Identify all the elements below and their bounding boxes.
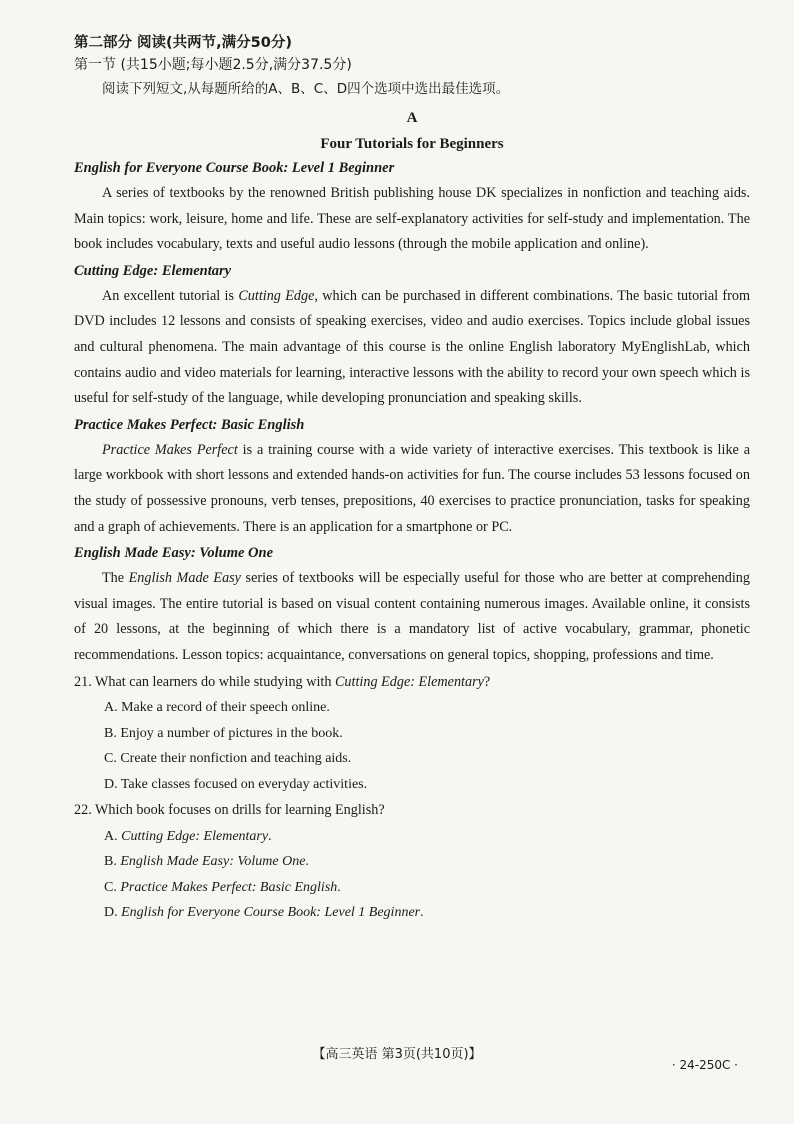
book-text-cutting-edge: An excellent tutorial is Cutting Edge, which can be purchased in different combinations. The basic tutorial from DVD includes 12 lessons and consists of speaking exercises, video and audio exercises. Topics include global issues and cultural phenomena. The main advantage of this course is the online English laboratory MyEnglishLab, which contains audio and video materials for learning, interactive lessons with the ability to record your own speech which is useful for self-study of the language, while developing pronunciation and speaking skills.	[74, 287, 750, 407]
section-instruction: 阅读下列短文,从每题所给的A、B、C、D四个选项中选出最佳选项。	[102, 81, 510, 97]
book-text-english-for-everyone: A series of textbooks by the renowned British publishing house DK specializes in nonfiction and teaching aids. Main topics: work, leisure, home and life. These are self-explanatory activities for self-study and implementation. The book includes vocabulary, texts and useful audio lessons (through the mobile application and online).	[74, 185, 750, 253]
book-title-practice-makes-perfect: Practice Makes Perfect: Basic English	[74, 416, 305, 433]
exam-page	[74, 32, 750, 926]
book-title-english-made-easy: English Made Easy: Volume One	[74, 545, 273, 562]
book-title-cutting-edge: Cutting Edge: Elementary	[74, 262, 232, 279]
question-22-stem: 22. Which book focuses on drills for learning English?	[74, 802, 385, 818]
question-22-option-d: D. English for Everyone Course Book: Level 1 Beginner.	[104, 905, 424, 920]
question-21-option-b: B. Enjoy a number of pictures in the book.	[104, 725, 343, 741]
question-22-option-a: A. Cutting Edge: Elementary.	[104, 828, 272, 844]
question-22-option-c: C. Practice Makes Perfect: Basic English.	[104, 879, 341, 895]
book-title-english-for-everyone: English for Everyone Course Book: Level 1 Beginner	[74, 160, 395, 176]
section-title: 第二部分 阅读(共两节,满分50分)	[74, 35, 292, 51]
book-text-practice-makes-perfect: Practice Makes Perfect is a training course with a wide variety of interactive exercises. This textbook is like a large workbook with short lessons and extended hands-on activities for fun. The course includes 53 lessons focused on the study of possessive pronouns, verb tenses, prepositions, 40 exercises to practice pronunciation, tasks for speaking and a graph of achievements. There is an application for a smartphone or PC.	[74, 441, 751, 535]
book-text-english-made-easy: The English Made Easy series of textbooks will be especially useful for those who are better at comprehending visual images. The entire tutorial is based on visual content containing numerous images. Available online, it consists of 20 lessons, at the beginning of which there is a mandatory list of active vocabulary, grammar, phonetic recommendations. Lesson topics: acquaintance, conversations on general topics, shopping, professions and time.	[74, 570, 750, 663]
passage-title: Four Tutorials for Beginners	[320, 136, 504, 152]
question-21-option-a: A. Make a record of their speech online.	[104, 700, 330, 715]
question-21-option-d: D. Take classes focused on everyday activities.	[104, 776, 368, 792]
passage-letter: A	[406, 110, 418, 126]
page-footer: 【高三英语 第3页(共10页)】	[312, 1047, 482, 1062]
question-22-option-b: B. English Made Easy: Volume One.	[104, 854, 309, 869]
question-21-stem: 21. What can learners do while studying with Cutting Edge: Elementary?	[74, 673, 491, 690]
section-subtitle: 第一节 (共15小题;每小题2.5分,满分37.5分)	[74, 57, 352, 73]
page-code: · 24-250C ·	[671, 1058, 738, 1072]
question-21-option-c: C. Create their nonfiction and teaching aids.	[104, 751, 352, 766]
